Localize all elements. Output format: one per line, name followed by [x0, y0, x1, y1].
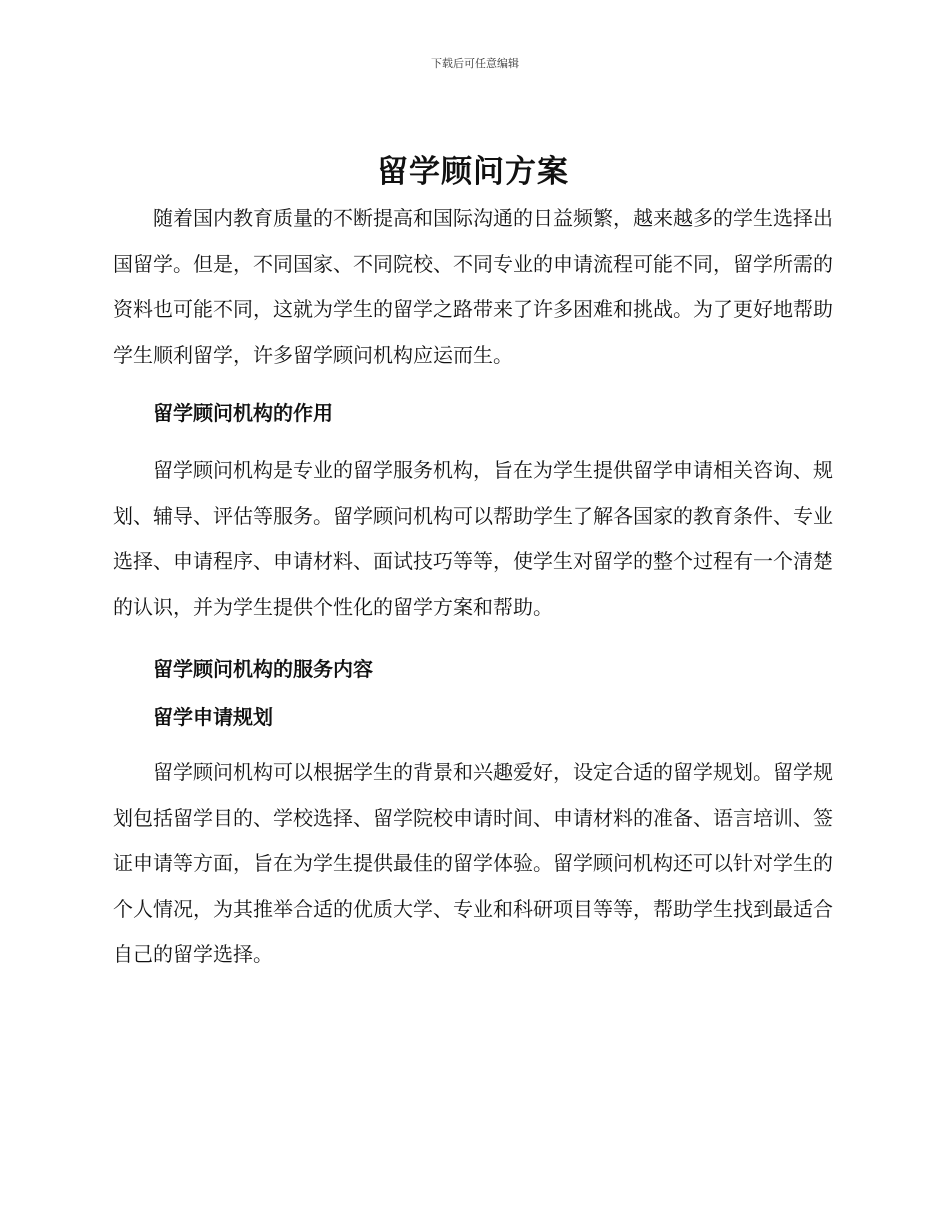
intro-paragraph: 随着国内教育质量的不断提高和国际沟通的日益频繁，越来越多的学生选择出国留学。但是，不同国家、不同院校、不同专业的申请流程可能不同，留学所需的资料也可能不同，这就为学生的留学之路带来了许多困难和挑战。为了更好地帮助学生顺利留学，许多留学顾问机构应运而生。 — [113, 206, 833, 367]
section-heading-planning: 留学申请规划 — [153, 705, 273, 729]
header-note: 下载后可任意编辑 — [431, 57, 519, 70]
document-body — [113, 150, 833, 978]
section-planning-paragraph: 留学顾问机构可以根据学生的背景和兴趣爱好，设定合适的留学规划。留学规划包括留学目的、学校选择、留学院校申请时间、申请材料的准备、语言培训、签证申请等方面，旨在为学生提供最佳的留学体验。留学顾问机构还可以针对学生的个人情况，为其推举合适的优质大学、专业和科研项目等等，帮助学生找到最适合自己的留学选择。 — [113, 760, 833, 966]
section-heading-services: 留学顾问机构的服务内容 — [153, 657, 373, 681]
section-role-paragraph: 留学顾问机构是专业的留学服务机构，旨在为学生提供留学申请相关咨询、规划、辅导、评估等服务。留学顾问机构可以帮助学生了解各国家的教育条件、专业选择、申请程序、申请材料、面试技巧等等，使学生对留学的整个过程有一个清楚的认识，并为学生提供个性化的留学方案和帮助。 — [113, 458, 833, 619]
section-heading-role: 留学顾问机构的作用 — [153, 401, 333, 425]
page-title: 留学顾问方案 — [377, 154, 569, 190]
